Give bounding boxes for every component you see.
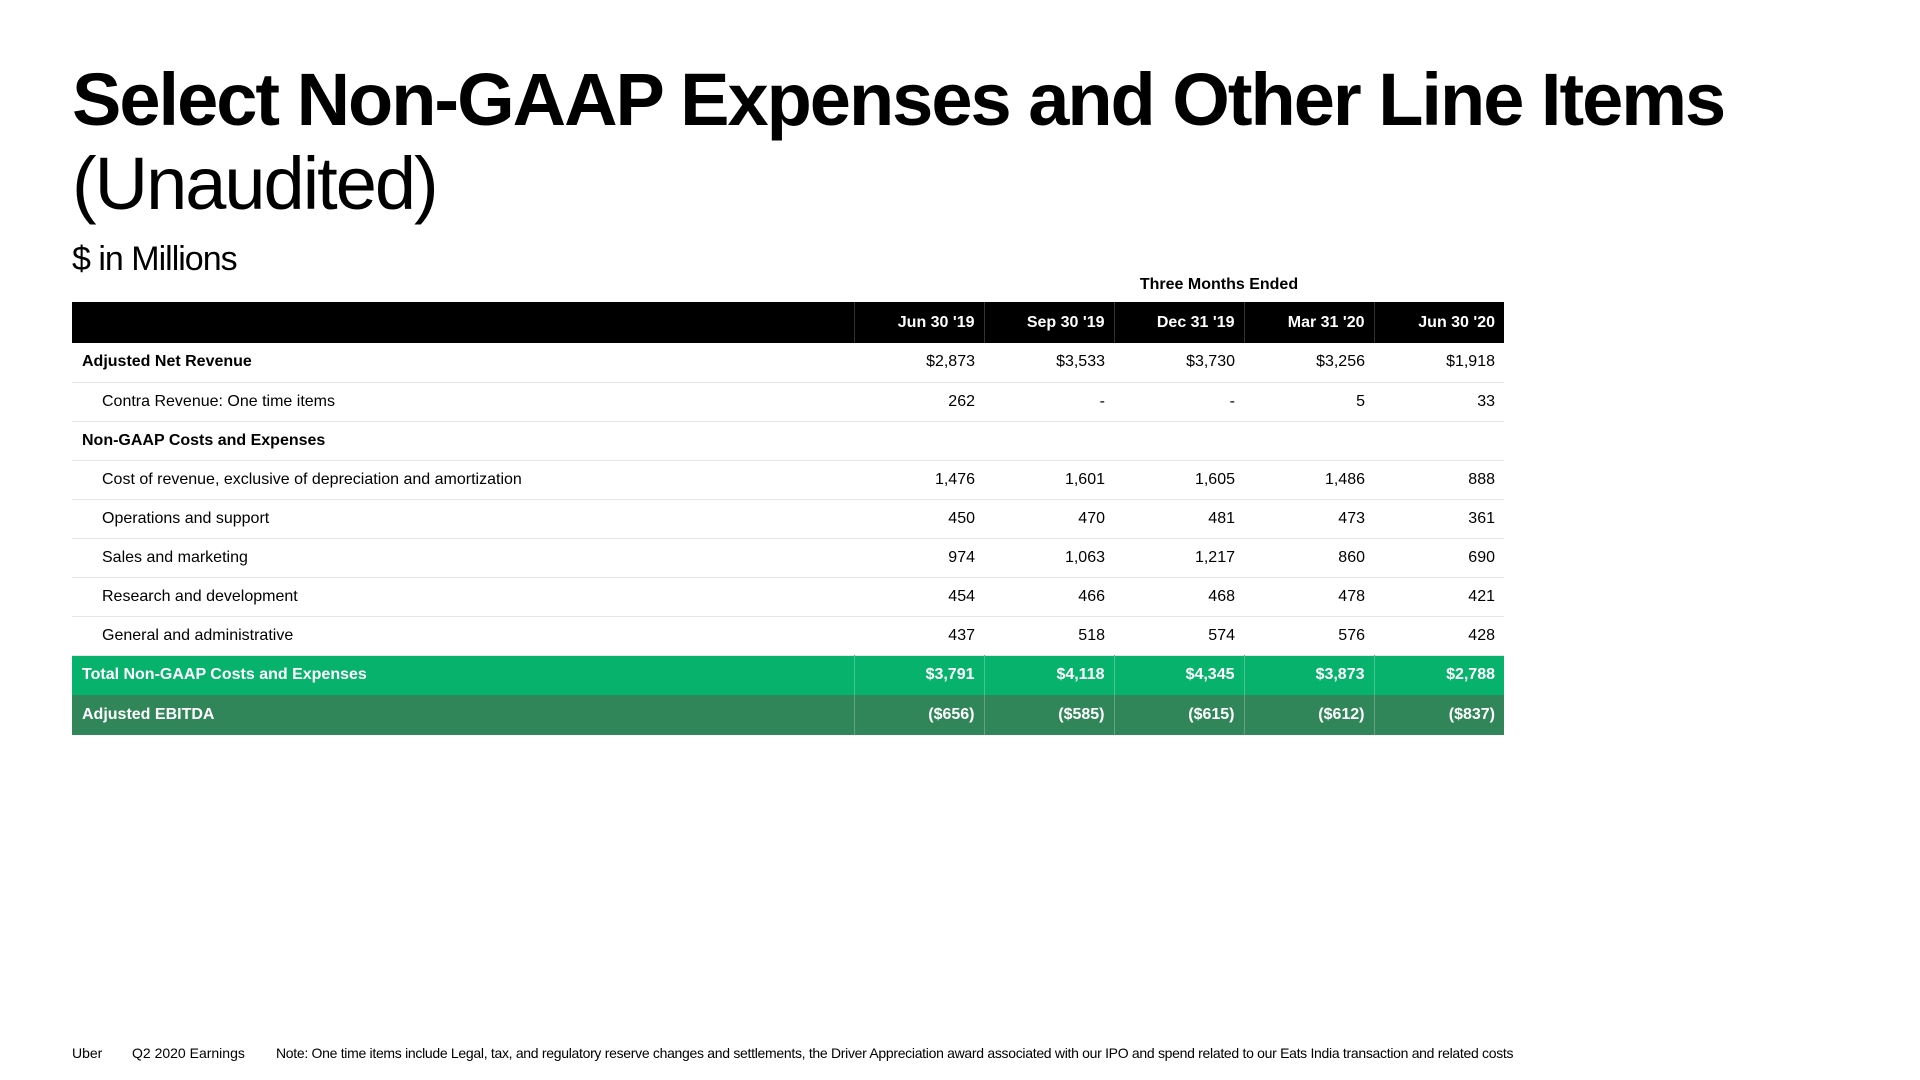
cell-value [1244,421,1374,460]
cell-value: 574 [1208,626,1235,644]
cell-value: $3,256 [1316,353,1365,371]
row-research-and-development [72,577,1504,616]
cell-value: 466 [1078,587,1105,605]
cell-value: $3,873 [1244,655,1374,695]
cell-value [1114,421,1244,460]
cell-value [1374,421,1504,460]
footer-period: Q2 2020 Earnings [132,1045,245,1061]
page-title: Select Non-GAAP Expenses and Other Line Items [72,58,1725,141]
cell-value: $3,533 [1056,353,1105,371]
cell-value: ($615) [1114,695,1244,735]
cell-value: $2,788 [1374,655,1504,695]
row-total-non-gaap-costs [72,655,1504,695]
cell-value: $2,873 [926,353,975,371]
cell-value [984,421,1114,460]
cell-value: 1,217 [1194,548,1235,566]
row-cost-of-revenue [72,460,1504,499]
cell-value: 437 [948,626,975,644]
cell-value: 262 [948,392,975,410]
row-label: Operations and support [102,509,270,527]
row-contra-revenue [72,382,1504,421]
row-label: Sales and marketing [102,548,248,566]
row-label: Total Non-GAAP Costs and Expenses [82,666,367,684]
column-header-dec-2019: Dec 31 '19 [1114,302,1244,343]
cell-value: 860 [1338,548,1365,566]
cell-value: 1,486 [1324,470,1365,488]
cell-value: - [1099,392,1105,410]
cell-value: 1,476 [934,470,975,488]
row-label: Non-GAAP Costs and Expenses [82,431,326,449]
cell-value: 478 [1338,587,1365,605]
cell-value: 468 [1208,587,1235,605]
row-sales-and-marketing [72,538,1504,577]
row-label: Contra Revenue: One time items [102,392,335,410]
footer-note: Note: One time items include Legal, tax, and regulatory reserve changes and settlements, the Driver Appreciation award associated with our IPO and spend related to our Eats India transaction and related costs [276,1045,1514,1061]
cell-value: $1,918 [1446,353,1495,371]
period-header: Three Months Ended [1139,276,1299,293]
column-header-jun-2020: Jun 30 '20 [1374,302,1504,343]
cell-value: 1,063 [1064,548,1105,566]
footer [72,1044,1513,1062]
cell-value: $3,730 [1186,353,1235,371]
row-adjusted-ebitda [72,695,1504,735]
footer-brand: Uber [72,1045,103,1061]
cell-value: 1,601 [1064,470,1105,488]
cell-value: - [1229,392,1235,410]
cell-value: 470 [1078,509,1105,527]
financial-table [72,302,1504,735]
cell-value: 974 [948,548,975,566]
cell-value: 361 [1468,509,1495,527]
cell-value: $4,118 [984,655,1114,695]
row-general-and-administrative [72,616,1504,655]
cell-value: $4,345 [1114,655,1244,695]
cell-value: $3,791 [854,655,984,695]
cell-value: 473 [1338,509,1365,527]
row-label: Adjusted EBITDA [82,706,215,723]
cell-value: 518 [1078,626,1105,644]
units-label: $ in Millions [72,240,237,278]
cell-value: 888 [1468,470,1495,488]
row-label: General and administrative [102,626,294,644]
cell-value: ($837) [1374,695,1504,735]
cell-value: 481 [1208,509,1235,527]
column-header-jun-2019: Jun 30 '19 [854,302,984,343]
table-header-row [72,302,1504,343]
cell-value: 690 [1468,548,1495,566]
header-label-cell [72,302,854,343]
cell-value: 428 [1468,626,1495,644]
column-header-sep-2019: Sep 30 '19 [984,302,1114,343]
cell-value: 454 [948,587,975,605]
row-operations-and-support [72,499,1504,538]
cell-value: 33 [1477,392,1495,410]
cell-value: ($585) [984,695,1114,735]
row-label: Cost of revenue, exclusive of depreciation and amortization [102,470,522,488]
row-label: Research and development [102,587,298,605]
column-header-mar-2020: Mar 31 '20 [1244,302,1374,343]
row-label: Adjusted Net Revenue [82,353,252,371]
page-subtitle: (Unaudited) [72,142,437,225]
cell-value: ($612) [1244,695,1374,735]
cell-value: 5 [1356,392,1365,410]
cell-value: 450 [948,509,975,527]
row-non-gaap-costs-section [72,421,1504,460]
cell-value: 576 [1338,626,1365,644]
row-adjusted-net-revenue [72,343,1504,382]
cell-value: 1,605 [1194,470,1235,488]
cell-value [854,421,984,460]
cell-value: 421 [1468,587,1495,605]
cell-value: ($656) [854,695,984,735]
